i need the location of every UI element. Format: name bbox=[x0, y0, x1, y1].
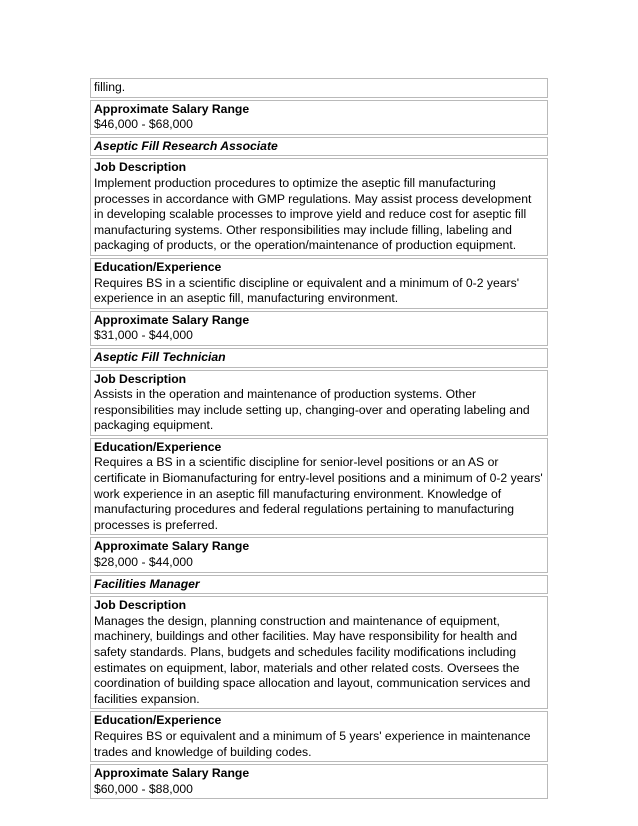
education-cell bbox=[90, 711, 548, 762]
table-row bbox=[90, 258, 548, 309]
table-row bbox=[90, 711, 548, 762]
continuation-text: filling. bbox=[90, 78, 548, 98]
job-title: Aseptic Fill Research Associate bbox=[90, 137, 548, 157]
job-description-text: Implement production procedures to optimize the aseptic fill manufacturing processes in accordance with GMP regulations. May assist process development in developing scalable processes to improve yield and reduce cost for aseptic fill manufacturing systems. Other responsibilities may include filling, labeling and packaging of products, or the operation/maintenance of production equipment. bbox=[94, 175, 532, 253]
table-row bbox=[90, 158, 548, 256]
table-row bbox=[90, 78, 548, 98]
salary-cell bbox=[90, 100, 548, 135]
education-text: Requires a BS in a scientific discipline for senior-level positions or an AS or certificate in Biomanufacturing for entry-level positions and a minimum of 0-2 years' work experience in an aseptic fill manufacturing environment. Knowledge of manufacturing procedures and federal regulations pertaining to manufacturing processes is preferred. bbox=[94, 455, 543, 532]
education-label: Education/Experience bbox=[94, 713, 222, 728]
table-row bbox=[90, 311, 548, 346]
salary-label: Approximate Salary Range bbox=[94, 766, 250, 781]
table-row bbox=[90, 137, 548, 157]
job-description-label: Job Description bbox=[94, 160, 187, 175]
salary-label: Approximate Salary Range bbox=[94, 539, 250, 554]
salary-cell bbox=[90, 537, 548, 572]
job-listing-table bbox=[90, 76, 548, 801]
salary-label: Approximate Salary Range bbox=[94, 312, 250, 327]
table-row bbox=[90, 438, 548, 536]
table-row bbox=[90, 764, 548, 799]
education-label: Education/Experience bbox=[94, 259, 222, 274]
table-row bbox=[90, 596, 548, 709]
table-row bbox=[90, 537, 548, 572]
table-row bbox=[90, 348, 548, 368]
salary-label: Approximate Salary Range bbox=[94, 101, 250, 116]
salary-value: $46,000 - $68,000 bbox=[94, 117, 193, 132]
salary-value: $60,000 - $88,000 bbox=[94, 781, 193, 796]
salary-cell bbox=[90, 764, 548, 799]
education-text: Requires BS or equivalent and a minimum of 5 years' experience in maintenance trades and knowledge of building codes. bbox=[94, 728, 531, 759]
job-description-cell bbox=[90, 158, 548, 256]
job-description-cell bbox=[90, 370, 548, 436]
job-description-label: Job Description bbox=[94, 598, 187, 613]
education-text: Requires BS in a scientific discipline or equivalent and a minimum of 0-2 years' experience in an aseptic fill, manufacturing environment. bbox=[94, 275, 520, 306]
salary-cell bbox=[90, 311, 548, 346]
salary-value: $31,000 - $44,000 bbox=[94, 328, 193, 343]
salary-value: $28,000 - $44,000 bbox=[94, 555, 193, 570]
table-row bbox=[90, 575, 548, 595]
job-description-cell bbox=[90, 596, 548, 709]
job-description-text: Assists in the operation and maintenance of production systems. Other responsibilities may include setting up, changing-over and operating labeling and packaging equipment. bbox=[94, 387, 530, 433]
education-cell bbox=[90, 438, 548, 536]
education-label: Education/Experience bbox=[94, 439, 222, 454]
education-cell bbox=[90, 258, 548, 309]
job-title: Aseptic Fill Technician bbox=[90, 348, 548, 368]
table-row bbox=[90, 370, 548, 436]
job-description-text: Manages the design, planning construction and maintenance of equipment, machinery, buildings and other facilities. May have responsibility for health and safety standards. Plans, budgets and schedules facility modifications including estimates on equipment, labor, materials and other related costs. Oversees the coordination of building space allocation and layout, communication services and facilities expansion. bbox=[94, 613, 531, 706]
job-description-label: Job Description bbox=[94, 371, 187, 386]
table-row bbox=[90, 100, 548, 135]
job-title: Facilities Manager bbox=[90, 575, 548, 595]
